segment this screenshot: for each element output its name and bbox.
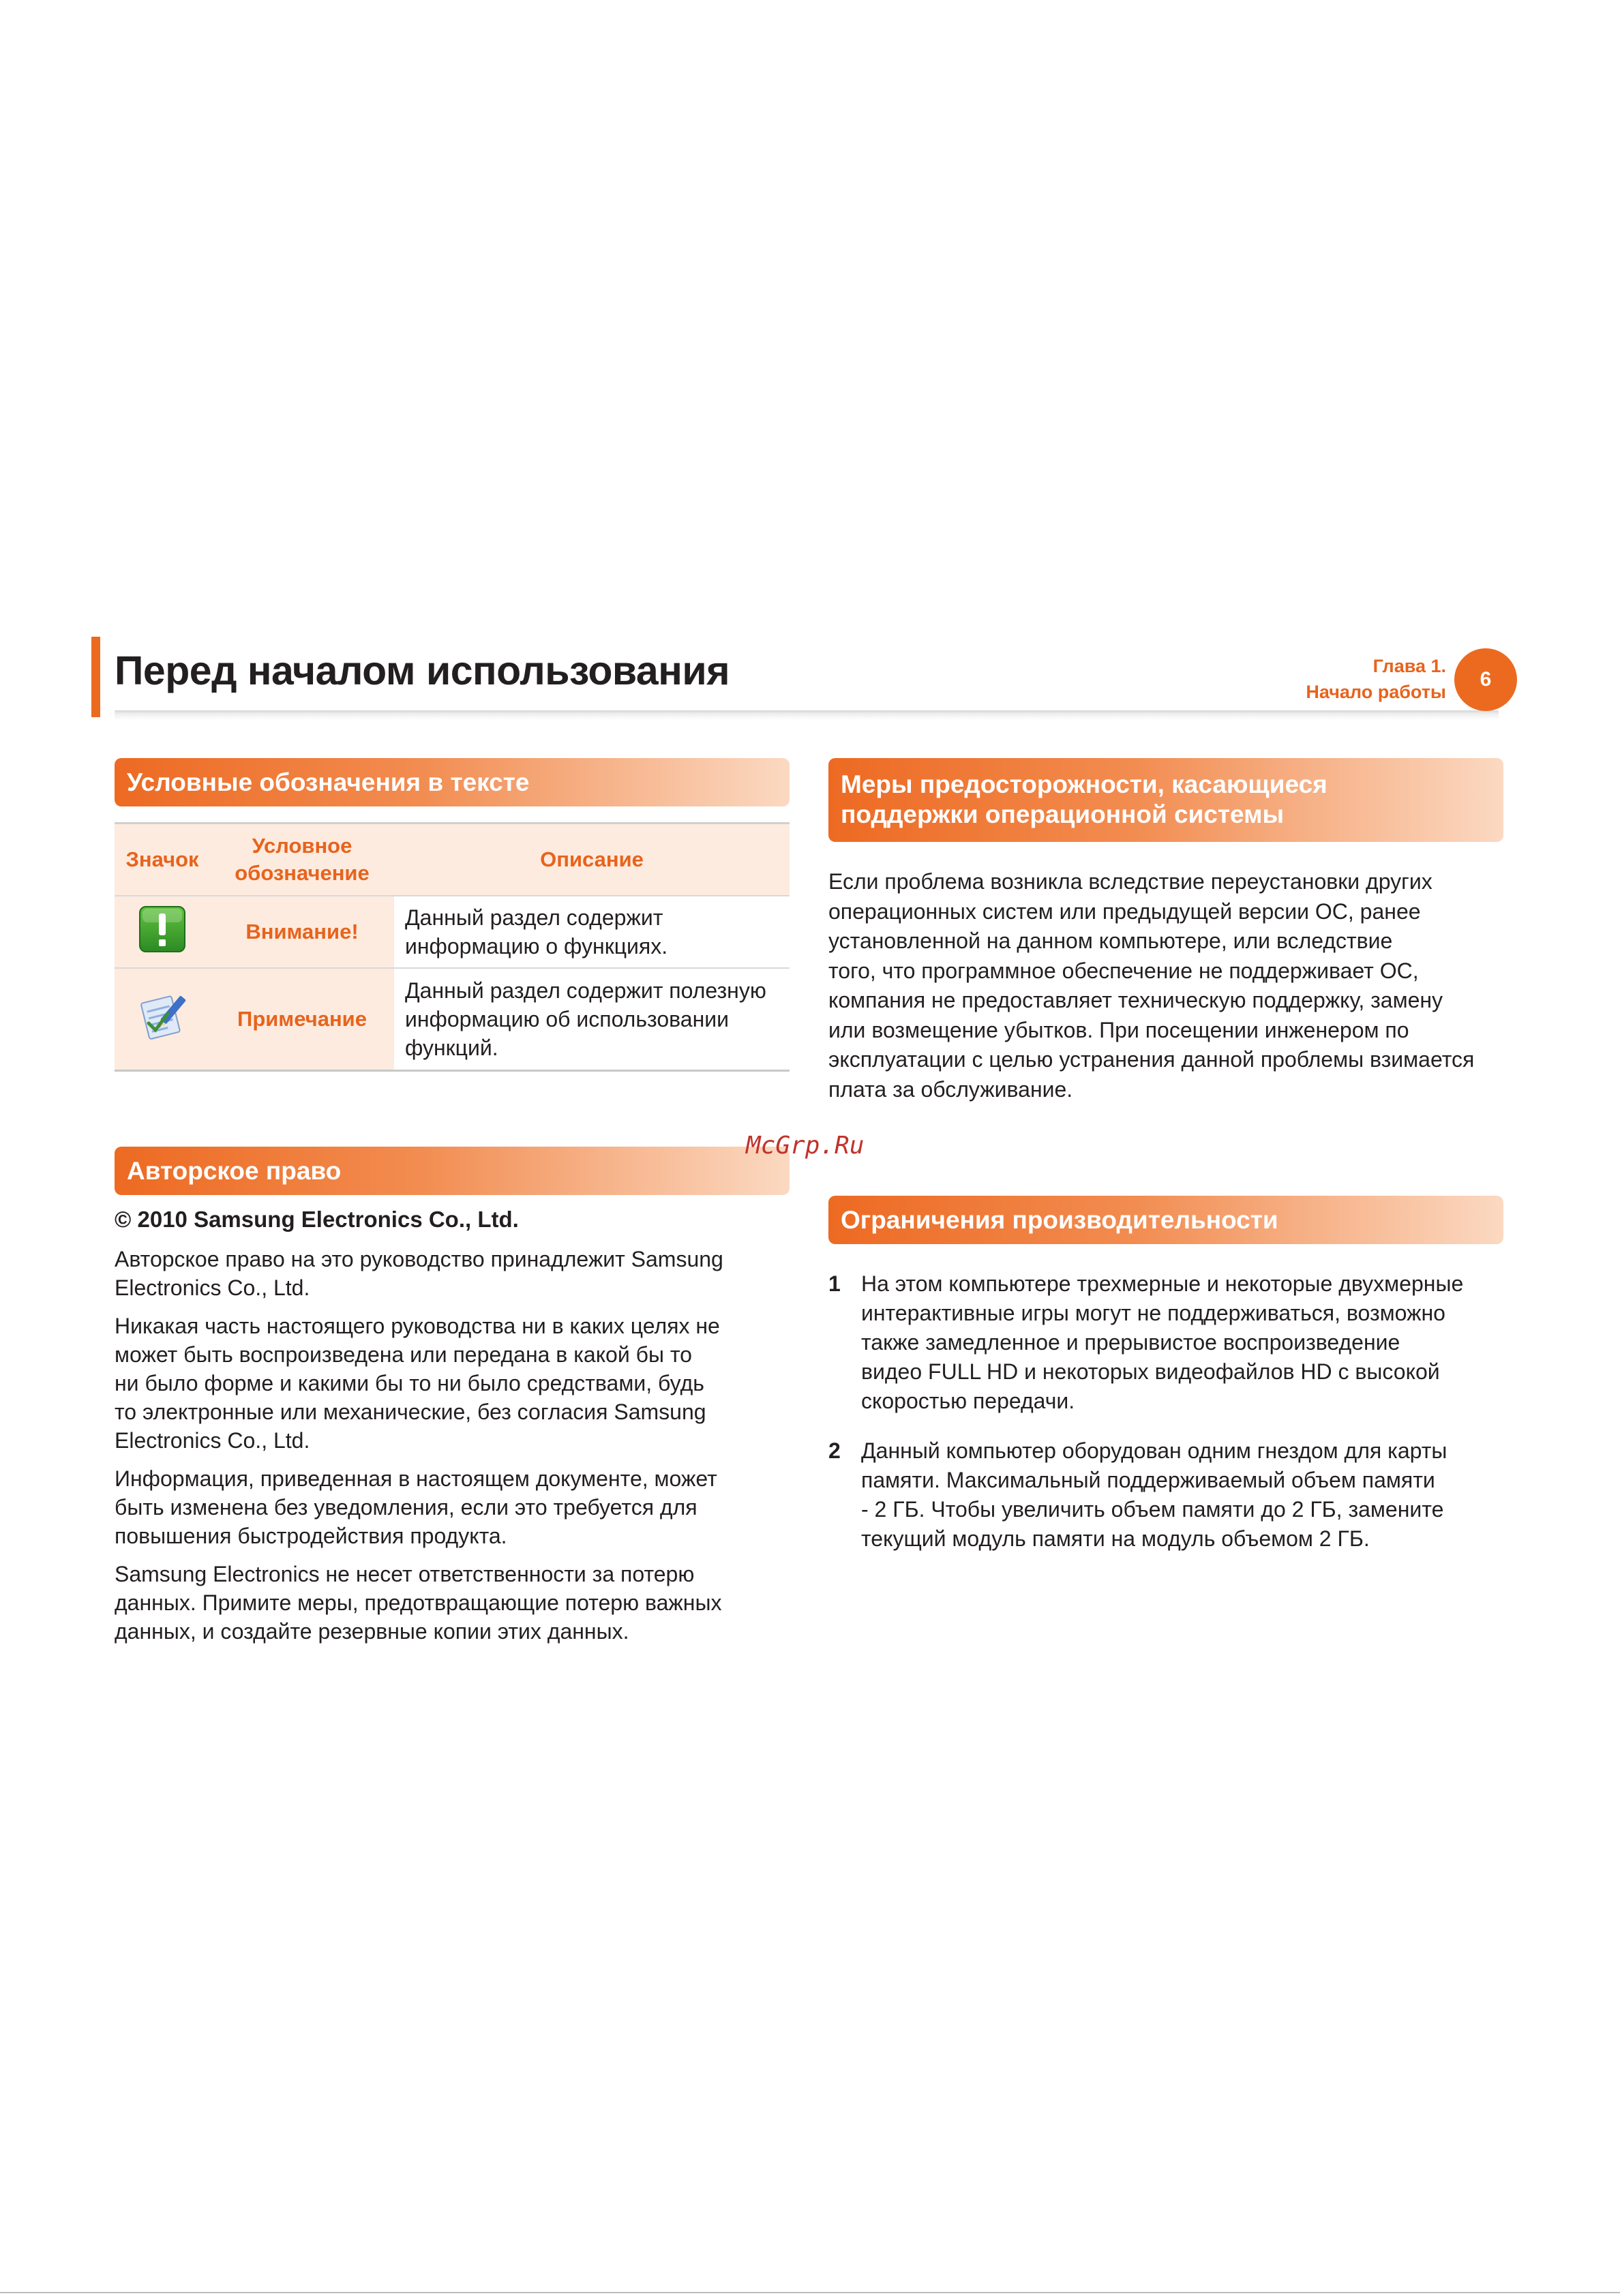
list-item-number: 1 [828, 1271, 841, 1296]
section-heading-os-line2: поддержки операционной системы [841, 800, 1285, 828]
text-line: видео FULL HD и некоторых видеофайлов HD с высокой [861, 1359, 1440, 1384]
text-line: повышения быстродействия продукта. [115, 1524, 507, 1548]
copyright-paragraph [115, 1560, 796, 1646]
table-row [115, 968, 790, 1070]
copyright-paragraph [115, 1312, 796, 1455]
table-row [115, 896, 790, 968]
header-divider [115, 710, 1499, 720]
page-number-badge: 6 [1454, 648, 1517, 711]
symbols-table [115, 822, 790, 1072]
desc-line: Данный раздел содержит [405, 905, 663, 930]
list-item [828, 1436, 1510, 1554]
desc-line: Данный раздел содержит полезную [405, 978, 766, 1003]
list-item-text [861, 1269, 1510, 1416]
table-cell-icon [115, 968, 210, 1070]
text-line: Данный компьютер оборудован одним гнездом для карты [861, 1438, 1448, 1463]
desc-line: информацию об использовании [405, 1006, 729, 1031]
chapter-number: Глава 1. [1372, 656, 1446, 676]
section-heading-performance [828, 1196, 1503, 1244]
text-line: На этом компьютере трехмерные и некоторые двухмерные [861, 1271, 1464, 1296]
text-line: памяти. Максимальный поддерживаемый объем памяти [861, 1468, 1435, 1492]
chapter-title: Начало работы [1306, 682, 1446, 702]
page-bottom-edge [0, 2292, 1620, 2293]
text-line: данных. Примите меры, предотвращающие потерю важных [115, 1590, 722, 1615]
text-line: установленной на данном компьютере, или вследствие [828, 928, 1393, 953]
table-cell-icon [115, 896, 210, 968]
table-cell-term: Внимание! [210, 896, 394, 968]
text-line: скоростью передачи. [861, 1389, 1075, 1413]
text-line: интерактивные игры могут не поддерживаться, возможно [861, 1301, 1445, 1325]
list-item [828, 1269, 1510, 1416]
text-line: Electronics Co., Ltd. [115, 1428, 310, 1453]
column-header-term-line2: обозначение [235, 861, 370, 885]
section-heading-performance-label: Ограничения производительности [841, 1206, 1278, 1234]
os-support-body [828, 867, 1510, 1104]
column-header-term-line1: Условное [252, 834, 352, 858]
text-line: Информация, приведенная в настоящем документе, может [115, 1466, 717, 1491]
list-item-number: 2 [828, 1438, 841, 1463]
section-heading-os-support [828, 758, 1503, 842]
text-line: данных, и создайте резервные копии этих данных. [115, 1619, 629, 1644]
text-line: - 2 ГБ. Чтобы увеличить объем памяти до 2 ГБ, замените [861, 1497, 1444, 1522]
text-line: ни было форме и какими бы то ни было средствами, будь [115, 1371, 704, 1395]
section-heading-copyright-label: Авторское право [127, 1157, 342, 1185]
column-header-desc: Описание [394, 824, 790, 896]
copyright-body [115, 1205, 796, 1655]
text-line: компания не предоставляет техническую поддержку, замену [828, 988, 1443, 1012]
section-heading-symbols-label: Условные обозначения в тексте [127, 768, 530, 796]
copyright-paragraph [115, 1464, 796, 1550]
watermark: McGrp.Ru [746, 1132, 865, 1160]
page-title: Перед началом использования [115, 648, 730, 693]
text-line: Авторское право на это руководство принадлежит Samsung [115, 1247, 723, 1271]
text-line: быть изменена без уведомления, если это требуется для [115, 1495, 698, 1520]
text-line: Никакая часть настоящего руководства ни в каких целях не [115, 1314, 720, 1338]
text-line: Samsung Electronics не несет ответственности за потерю [115, 1562, 695, 1586]
text-line: плата за обслуживание. [828, 1076, 1073, 1102]
text-line: то электронные или механические, без согласия Samsung [115, 1400, 706, 1424]
performance-list [828, 1269, 1510, 1574]
text-line: операционных систем или предыдущей версии ОС, ранее [828, 898, 1421, 924]
desc-line: информацию о функциях. [405, 934, 668, 958]
copyright-line: © 2010 Samsung Electronics Co., Ltd. [115, 1207, 519, 1232]
title-accent-bar [91, 637, 100, 717]
text-line: Если проблема возникла вследствие переустановки других [828, 869, 1432, 894]
text-line: эксплуатации с целью устранения данной проблемы взимается [828, 1047, 1475, 1072]
text-line: текущий модуль памяти на модуль объемом 2 ГБ. [861, 1526, 1370, 1551]
text-line: или возмещение убытков. При посещении инженером по [828, 1017, 1409, 1042]
text-line: может быть воспроизведена или передана в какой бы то [115, 1342, 692, 1367]
section-heading-os-line1: Меры предосторожности, касающиеся [841, 770, 1328, 798]
desc-line: функций. [405, 1035, 498, 1060]
table-cell-desc [394, 896, 790, 968]
column-header-term [210, 824, 394, 896]
section-heading-symbols [115, 758, 790, 806]
list-item-text [861, 1436, 1510, 1554]
table-cell-desc [394, 968, 790, 1070]
text-line: Electronics Co., Ltd. [115, 1275, 310, 1300]
column-header-icon: Значок [115, 824, 210, 896]
table-cell-term: Примечание [210, 968, 394, 1070]
chapter-label [1306, 653, 1446, 705]
section-heading-copyright [115, 1147, 790, 1195]
text-line: того, что программное обеспечение не поддерживает ОС, [828, 958, 1419, 983]
note-icon [135, 989, 190, 1044]
table-header-row [115, 824, 790, 896]
copyright-paragraph [115, 1245, 796, 1302]
warning-icon [137, 904, 188, 954]
text-line: также замедленное и прерывистое воспроизведение [861, 1330, 1400, 1355]
